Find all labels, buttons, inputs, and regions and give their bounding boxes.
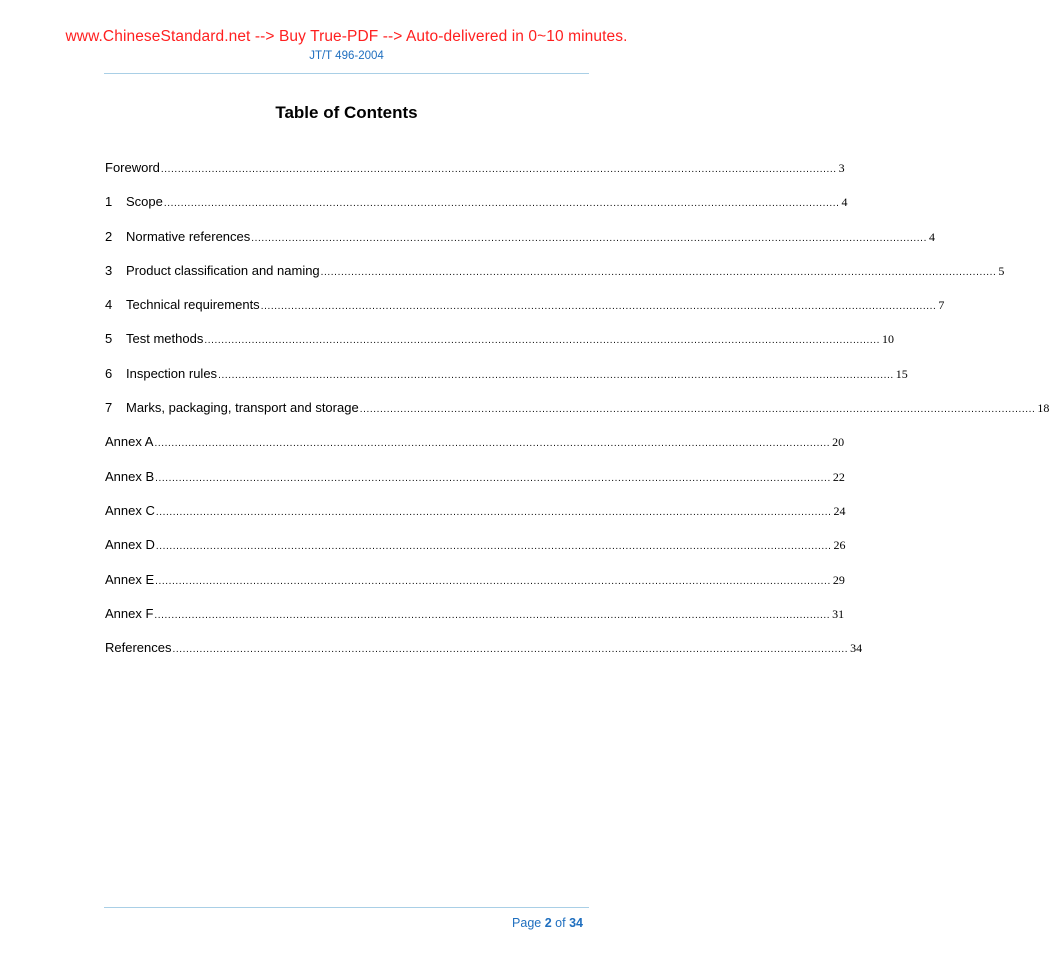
document-id: JT/T 496-2004 — [309, 50, 384, 62]
toc-entry-references[interactable] — [105, 640, 863, 674]
toc-entry-label: Annex B — [105, 468, 155, 484]
toc-entry-page: 26 — [833, 538, 846, 553]
toc-entry-annex-f[interactable] — [105, 605, 845, 640]
toc-entry-label: References — [105, 640, 172, 656]
toc-entry-label: Technical requirements — [126, 297, 260, 313]
toc-leader-dots: ........................................................................................................................................................................................................ — [260, 301, 937, 313]
toc-entry-number: 1 — [105, 194, 113, 210]
footer-divider — [104, 907, 589, 908]
toc-entry-page: 7 — [938, 298, 945, 313]
toc-entry-annex-b[interactable] — [105, 468, 845, 503]
toc-entry-label: Annex D — [105, 537, 155, 553]
toc-leader-dots: ........................................................................................................................................................................................................ — [320, 266, 997, 278]
table-of-contents — [105, 160, 1049, 674]
toc-entry-page: 18 — [1037, 401, 1049, 416]
toc-leader-dots: ........................................................................................................................................................................................................ — [154, 438, 831, 450]
toc-entry-page: 34 — [850, 641, 863, 656]
toc-entry-page: 31 — [832, 606, 845, 621]
toc-entry-scope[interactable] — [105, 194, 848, 228]
toc-leader-dots: ........................................................................................................................................................................................................ — [155, 541, 832, 553]
toc-entry-normative-references[interactable] — [105, 228, 935, 263]
toc-entry-foreword[interactable] — [105, 160, 845, 194]
toc-entry-page: 3 — [838, 161, 845, 175]
toc-entry-page: 20 — [832, 435, 845, 450]
toc-leader-dots: ........................................................................................................................................................................................................ — [251, 232, 927, 244]
toc-entry-annex-e[interactable] — [105, 571, 845, 606]
current-page: 2 — [544, 916, 552, 930]
toc-entry-number: 7 — [105, 400, 113, 416]
toc-entry-label: Annex F — [105, 605, 154, 621]
toc-entry-inspection-rules[interactable] — [105, 365, 908, 400]
toc-entry-marks-packaging[interactable] — [105, 400, 1049, 434]
toc-entry-page: 24 — [833, 503, 846, 518]
toc-entry-page: 4 — [928, 229, 935, 244]
toc-leader-dots: ........................................................................................................................................................................................................ — [218, 369, 894, 381]
toc-entry-label: Annex E — [105, 571, 155, 587]
header-divider — [104, 73, 589, 74]
page-title: Table of Contents — [275, 103, 418, 122]
toc-entry-label: Annex A — [105, 434, 154, 450]
toc-entry-page: 15 — [895, 366, 908, 381]
toc-leader-dots: ........................................................................................................................................................................................................ — [172, 644, 849, 656]
toc-entry-number: 3 — [105, 262, 113, 278]
promo-banner-link[interactable]: www.ChineseStandard.net --> Buy True-PDF --> Auto-delivered in 0~10 minutes. — [65, 28, 628, 45]
page-word: Page — [512, 916, 542, 930]
toc-leader-dots: ........................................................................................................................................................................................................ — [359, 404, 1036, 416]
toc-leader-dots: ........................................................................................................................................................................................................ — [163, 198, 840, 210]
toc-entry-page: 10 — [882, 332, 894, 347]
toc-entry-label: Test methods — [126, 331, 204, 347]
toc-entry-annex-d[interactable] — [105, 537, 846, 571]
toc-entry-page: 4 — [841, 195, 848, 210]
toc-entry-test-methods[interactable] — [105, 331, 894, 365]
toc-leader-dots: ........................................................................................................................................................................................................ — [204, 335, 880, 347]
toc-entry-annex-a[interactable] — [105, 434, 845, 468]
toc-entry-product-classification[interactable] — [105, 262, 1005, 297]
toc-entry-page: 29 — [832, 572, 845, 587]
toc-entry-number: 5 — [105, 331, 113, 347]
toc-leader-dots: ........................................................................................................................................................................................................ — [160, 164, 837, 175]
toc-entry-number: 6 — [105, 365, 113, 381]
toc-entry-label: Marks, packaging, transport and storage — [126, 400, 359, 416]
toc-leader-dots: ........................................................................................................................................................................................................ — [154, 609, 831, 621]
toc-entry-label: Inspection rules — [126, 365, 218, 381]
page-indicator — [512, 916, 583, 930]
total-pages: 34 — [569, 916, 583, 930]
toc-entry-technical-requirements[interactable] — [105, 297, 945, 331]
toc-leader-dots: ........................................................................................................................................................................................................ — [155, 506, 832, 518]
toc-leader-dots: ........................................................................................................................................................................................................ — [155, 472, 831, 484]
toc-entry-annex-c[interactable] — [105, 502, 846, 537]
toc-entry-page: 5 — [998, 263, 1005, 278]
toc-entry-label: Scope — [126, 194, 163, 210]
toc-leader-dots: ........................................................................................................................................................................................................ — [155, 575, 831, 587]
of-word: of — [555, 916, 566, 930]
toc-entry-number: 2 — [105, 228, 113, 244]
toc-entry-label: Annex C — [105, 502, 155, 518]
toc-entry-label: Product classification and naming — [126, 262, 320, 278]
toc-entry-label: Foreword — [105, 160, 160, 175]
toc-entry-number: 4 — [105, 297, 113, 313]
toc-entry-label: Normative references — [126, 228, 251, 244]
toc-entry-page: 22 — [832, 469, 845, 484]
